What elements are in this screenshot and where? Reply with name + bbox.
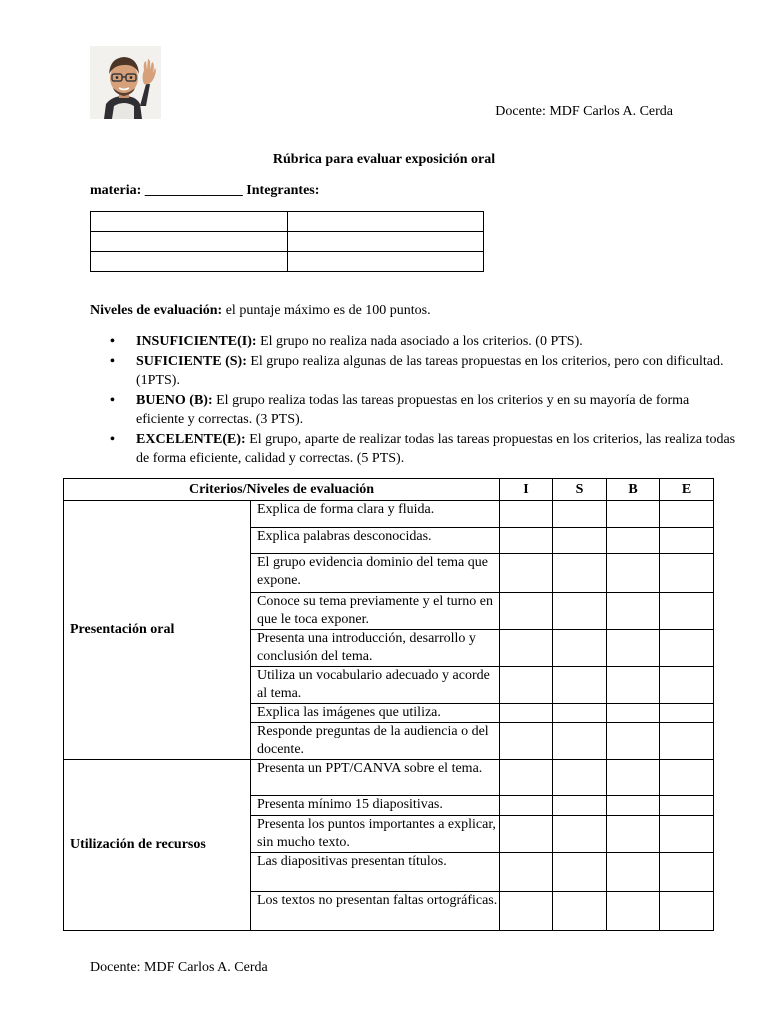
score-cell (500, 892, 553, 931)
score-cell (660, 528, 714, 554)
score-cell (553, 667, 607, 704)
member-cell (287, 252, 484, 272)
level-desc: El grupo realiza algunas de las tareas propuestas en los criterios, pero con dificultad. (1PTS). (136, 353, 724, 388)
score-cell (607, 554, 660, 593)
level-item (136, 352, 736, 391)
rubric-header-row (64, 479, 714, 501)
score-cell (607, 667, 660, 704)
score-cell (607, 853, 660, 892)
criterion-cell: Responde preguntas de la audiencia o del docente. (251, 723, 500, 760)
niveles-label: Niveles de evaluación: (90, 303, 223, 318)
score-cell (553, 704, 607, 723)
level-desc: El grupo no realiza nada asociado a los criterios. (0 PTS). (256, 334, 583, 349)
criterion-cell: Presenta mínimo 15 diapositivas. (251, 796, 500, 816)
score-cell (660, 554, 714, 593)
level-name: BUENO (B): (136, 392, 213, 408)
rubric-row (64, 760, 714, 796)
score-cell (500, 816, 553, 853)
header-i: I (500, 479, 553, 501)
niveles-text: el puntaje máximo es de 100 puntos. (222, 303, 431, 318)
member-cell (287, 232, 484, 252)
score-cell (500, 760, 553, 796)
member-cell (91, 212, 288, 232)
score-cell (660, 760, 714, 796)
score-cell (660, 630, 714, 667)
criterion-cell: Presenta un PPT/CANVA sobre el tema. (251, 760, 500, 796)
score-cell (607, 892, 660, 931)
header-s: S (553, 479, 607, 501)
member-cell (287, 212, 484, 232)
score-cell (553, 554, 607, 593)
category-utilizacion-recursos: Utilización de recursos (64, 760, 251, 931)
score-cell (553, 760, 607, 796)
score-cell (553, 892, 607, 931)
criterion-cell: Explica palabras desconocidas. (251, 528, 500, 554)
score-cell (607, 593, 660, 630)
level-desc: El grupo, aparte de realizar todas las tareas propuestas en los criterios, las realiza todas de forma eficiente, calidad y correctas. (5 PTS). (136, 431, 736, 466)
score-cell (607, 528, 660, 554)
score-cell (500, 723, 553, 760)
score-cell (553, 723, 607, 760)
score-cell (607, 796, 660, 816)
score-cell (500, 796, 553, 816)
criterion-cell: Conoce su tema previamente y el turno en que le toca exponer. (251, 593, 500, 630)
score-cell (660, 723, 714, 760)
level-item (136, 391, 736, 430)
score-cell (500, 501, 553, 528)
footer-docente: Docente: MDF Carlos A. Cerda (90, 960, 268, 975)
score-cell (553, 501, 607, 528)
score-cell (553, 630, 607, 667)
criterion-cell: Explica las imágenes que utiliza. (251, 704, 500, 723)
level-item (136, 332, 736, 352)
header-criterios: Criterios/Niveles de evaluación (64, 479, 500, 501)
level-name: EXCELENTE(E): (136, 431, 246, 447)
header-docente: Docente: MDF Carlos A. Cerda (495, 104, 673, 119)
criterion-cell: Utiliza un vocabulario adecuado y acorde al tema. (251, 667, 500, 704)
score-cell (607, 704, 660, 723)
score-cell (500, 528, 553, 554)
score-cell (660, 593, 714, 630)
score-cell (553, 528, 607, 554)
score-cell (553, 796, 607, 816)
materia-line: materia: ______________ Integrantes: (90, 183, 320, 198)
avatar (90, 46, 161, 119)
level-name: INSUFICIENTE(I): (136, 334, 257, 349)
score-cell (660, 667, 714, 704)
criterion-cell: Explica de forma clara y fluida. (251, 501, 500, 528)
header-b: B (607, 479, 660, 501)
criterion-cell: Las diapositivas presentan títulos. (251, 853, 500, 892)
level-name: SUFICIENTE (S): (136, 353, 247, 369)
score-cell (500, 667, 553, 704)
member-cell (91, 252, 288, 272)
score-cell (660, 816, 714, 853)
score-cell (500, 853, 553, 892)
level-desc: El grupo realiza todas las tareas propuestas en los criterios y en su mayoría de forma eficiente y correctas. (3 PTS). (136, 392, 690, 427)
members-row (91, 212, 484, 232)
score-cell (660, 704, 714, 723)
score-cell (607, 630, 660, 667)
score-cell (500, 704, 553, 723)
members-row (91, 252, 484, 272)
score-cell (607, 760, 660, 796)
score-cell (660, 796, 714, 816)
levels-list (90, 332, 736, 469)
memoji-avatar-icon (90, 46, 161, 119)
members-row (91, 232, 484, 252)
header-e: E (660, 479, 714, 501)
niveles-paragraph (90, 303, 431, 319)
category-presentacion-oral: Presentación oral (64, 501, 251, 760)
score-cell (553, 853, 607, 892)
score-cell (553, 593, 607, 630)
members-table (90, 211, 484, 272)
criterion-cell: El grupo evidencia dominio del tema que expone. (251, 554, 500, 593)
score-cell (607, 816, 660, 853)
score-cell (500, 593, 553, 630)
criterion-cell: Presenta una introducción, desarrollo y conclusión del tema. (251, 630, 500, 667)
rubric-table (63, 478, 714, 931)
score-cell (660, 853, 714, 892)
rubric-row (64, 501, 714, 528)
score-cell (660, 892, 714, 931)
page-title: Rúbrica para evaluar exposición oral (272, 152, 496, 167)
score-cell (607, 501, 660, 528)
level-item (136, 430, 736, 469)
criterion-cell: Los textos no presentan faltas ortográficas. (251, 892, 500, 931)
criterion-cell: Presenta los puntos importantes a explicar, sin mucho texto. (251, 816, 500, 853)
member-cell (91, 232, 288, 252)
score-cell (660, 501, 714, 528)
score-cell (553, 816, 607, 853)
score-cell (607, 723, 660, 760)
score-cell (500, 630, 553, 667)
score-cell (500, 554, 553, 593)
